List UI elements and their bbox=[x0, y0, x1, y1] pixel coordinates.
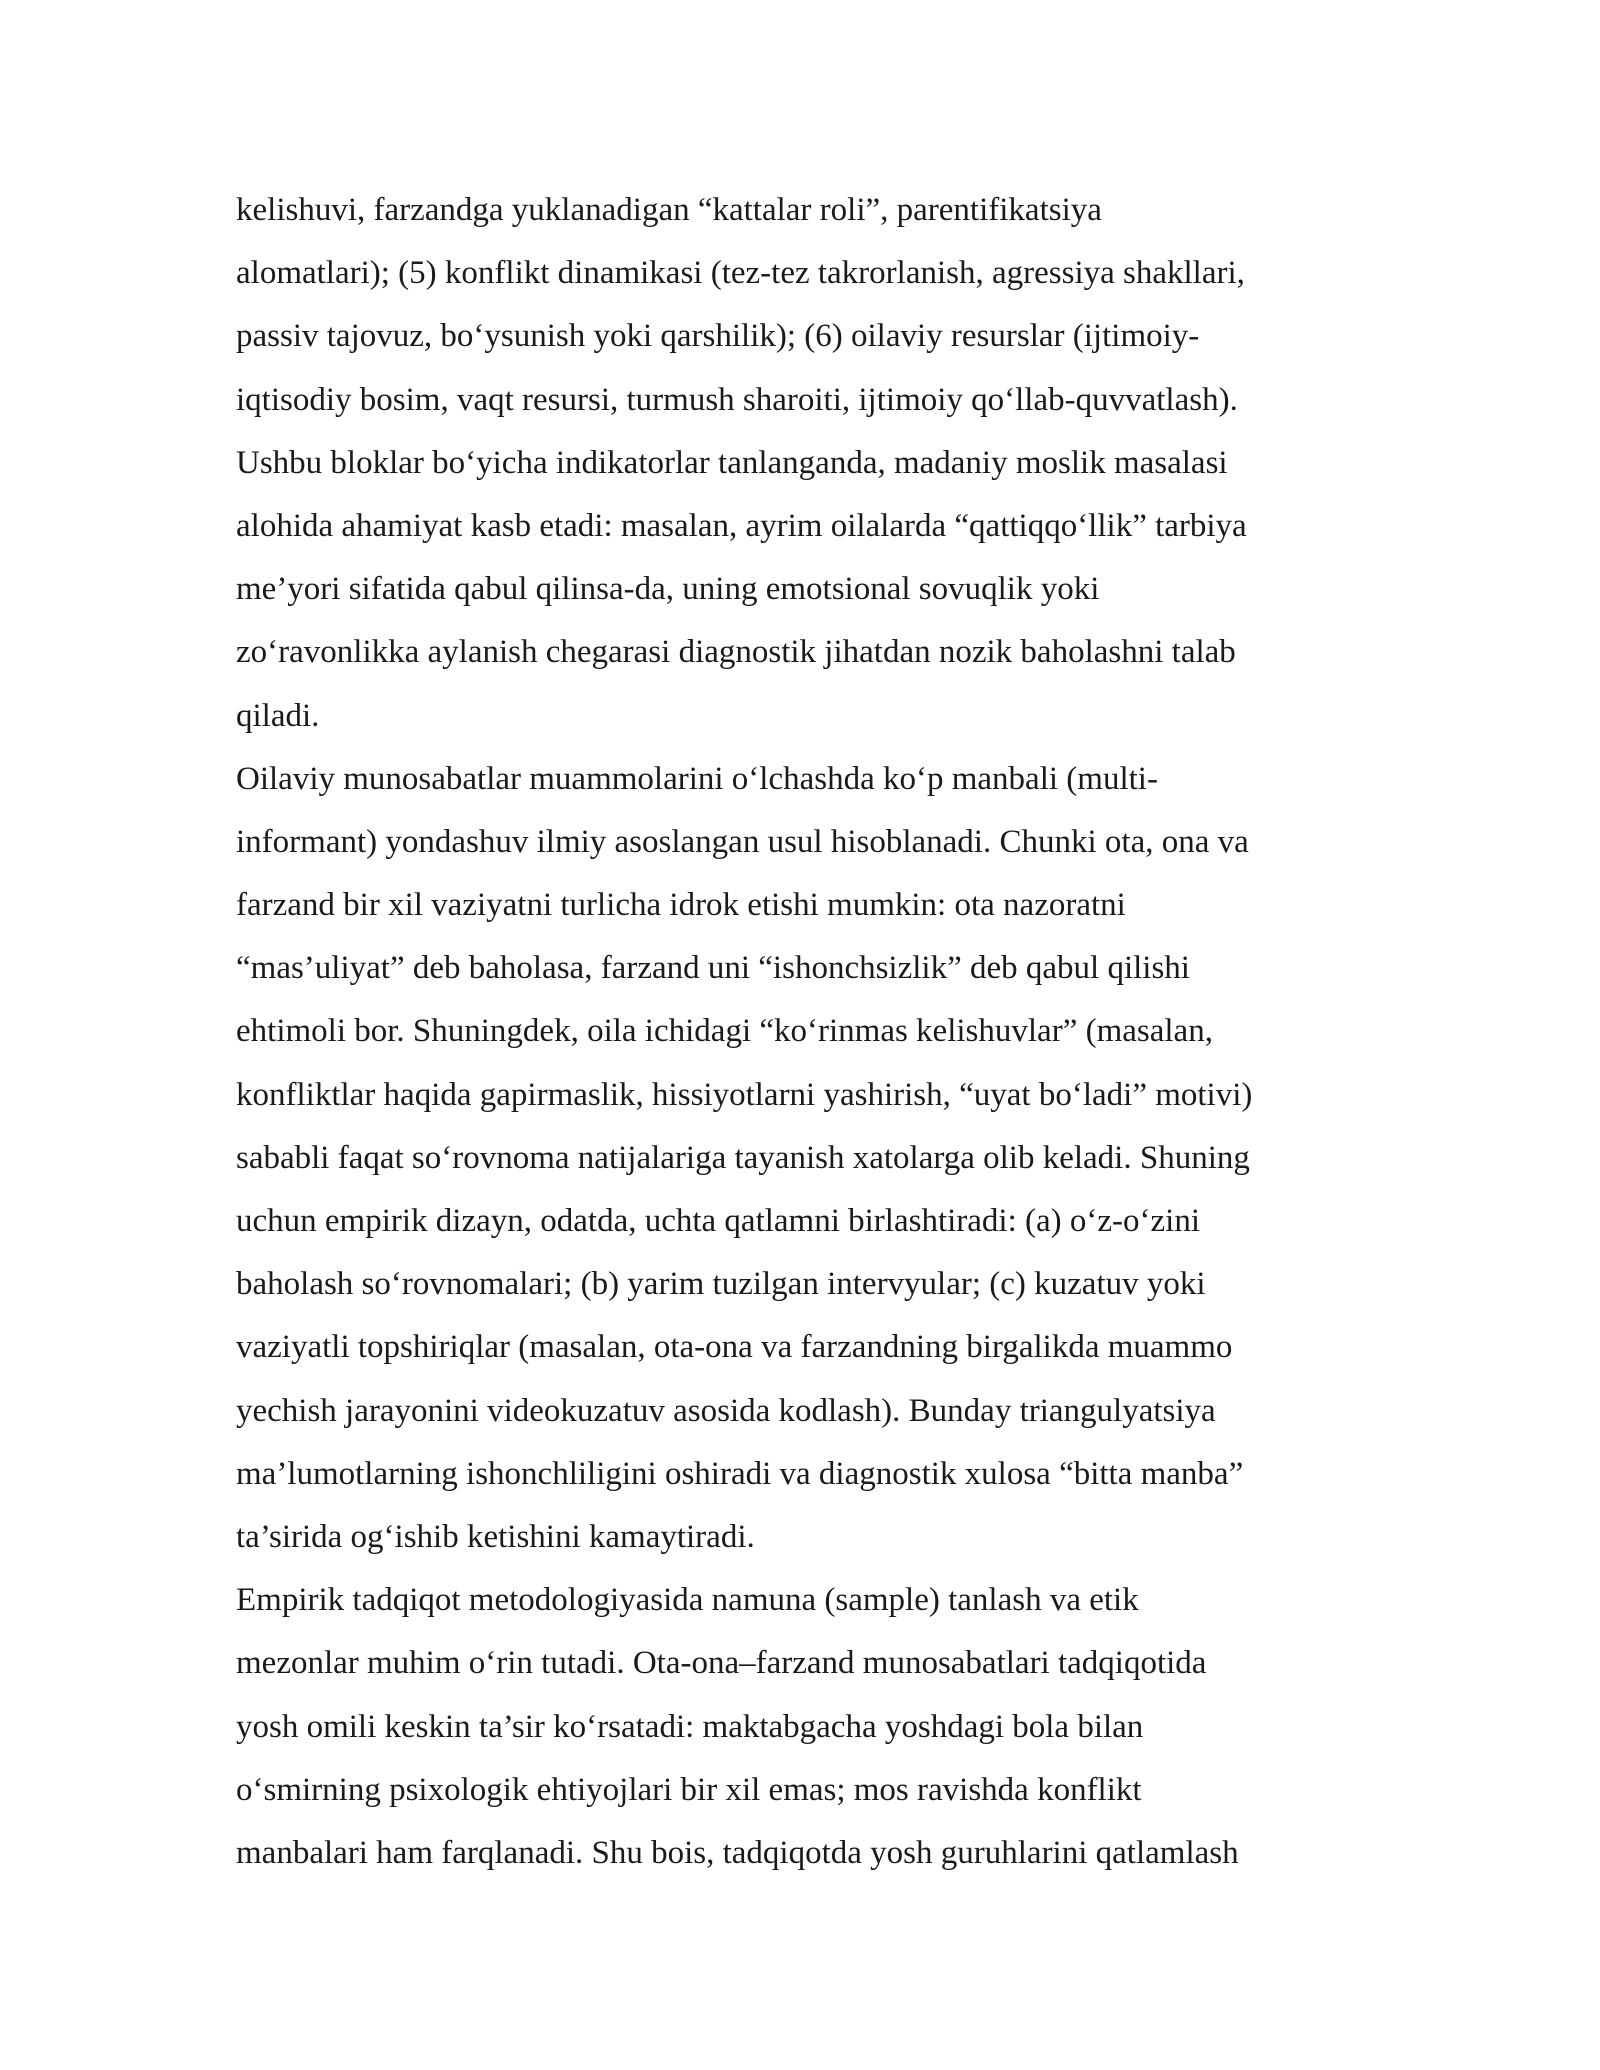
text-line: ta’sirida og‘ishib ketishini kamaytiradi. bbox=[236, 1518, 755, 1555]
text-line: Ushbu bloklar bo‘yicha indikatorlar tanlanganda, madaniy moslik masalasi bbox=[236, 444, 1228, 481]
text-line: uchun empirik dizayn, odatda, uchta qatlamni birlashtiradi: (a) o‘z-o‘zini bbox=[236, 1203, 1200, 1239]
text-line: manbalari ham farqlanadi. Shu bois, tadqiqotda yosh guruhlarini qatlamlash bbox=[236, 1834, 1239, 1871]
text-line: iqtisodiy bosim, vaqt resursi, turmush sharoiti, ijtimoiy qo‘llab-quvvatlash). bbox=[236, 381, 1238, 418]
text-line: vaziyatli topshiriqlar (masalan, ota-ona va farzandning birgalikda muammo bbox=[236, 1329, 1233, 1366]
text-line: informant) yondashuv ilmiy asoslangan usul hisoblanadi. Chunki ota, ona va bbox=[236, 823, 1249, 860]
text-line: Oilaviy munosabatlar muammolarini o‘lchashda ko‘p manbali (multi- bbox=[236, 760, 1158, 797]
text-line: yosh omili keskin ta’sir ko‘rsatadi: maktabgacha yoshdagi bola bilan bbox=[236, 1708, 1144, 1745]
text-line: kelishuvi, farzandga yuklanadigan “kattalar roli”, parentifikatsiya bbox=[236, 192, 1102, 228]
text-line: “mas’uliyat” deb baholasa, farzand uni “ishonchsizlik” deb qabul qilishi bbox=[236, 950, 1190, 987]
text-line: konfliktlar haqida gapirmaslik, hissiyotlarni yashirish, “uyat bo‘ladi” motivi) bbox=[236, 1076, 1253, 1113]
body-text bbox=[236, 190, 1396, 1896]
text-line: zo‘ravonlikka aylanish chegarasi diagnostik jihatdan nozik baholashni talab bbox=[236, 634, 1236, 671]
text-line: sababli faqat so‘rovnoma natijalariga tayanish xatolarga olib keladi. Shuning bbox=[236, 1139, 1250, 1176]
text-line: me’yori sifatida qabul qilinsa-da, uning emotsional sovuqlik yoki bbox=[236, 571, 1100, 608]
text-line: o‘smirning psixologik ehtiyojlari bir xil emas; mos ravishda konflikt bbox=[236, 1771, 1142, 1808]
text-line: farzand bir xil vaziyatni turlicha idrok etishi mumkin: ota nazoratni bbox=[236, 887, 1126, 924]
text-line: ehtimoli bor. Shuningdek, oila ichidagi “ko‘rinmas kelishuvlar” (masalan, bbox=[236, 1013, 1213, 1050]
text-line: ma’lumotlarning ishonchliligini oshiradi va diagnostik xulosa “bitta manba” bbox=[236, 1455, 1244, 1492]
text-line: qiladi. bbox=[236, 697, 320, 734]
text-line: mezonlar muhim o‘rin tutadi. Ota-ona–farzand munosabatlari tadqiqotida bbox=[236, 1645, 1207, 1682]
text-line: yechish jarayonini videokuzatuv asosida kodlash). Bunday triangulyatsiya bbox=[236, 1392, 1216, 1429]
text-line: Empirik tadqiqot metodologiyasida namuna (sample) tanlash va etik bbox=[236, 1582, 1139, 1619]
text-line: baholash so‘rovnomalari; (b) yarim tuzilgan intervyular; (c) kuzatuv yoki bbox=[236, 1266, 1206, 1303]
text-line: passiv tajovuz, bo‘ysunish yoki qarshilik); (6) oilaviy resurslar (ijtimoiy- bbox=[236, 318, 1200, 355]
text-line: alomatlari); (5) konflikt dinamikasi (tez-tez takrorlanish, agressiya shakllari, bbox=[236, 255, 1245, 292]
text-line: alohida ahamiyat kasb etadi: masalan, ayrim oilalarda “qattiqqo‘llik” tarbiya bbox=[236, 507, 1247, 544]
